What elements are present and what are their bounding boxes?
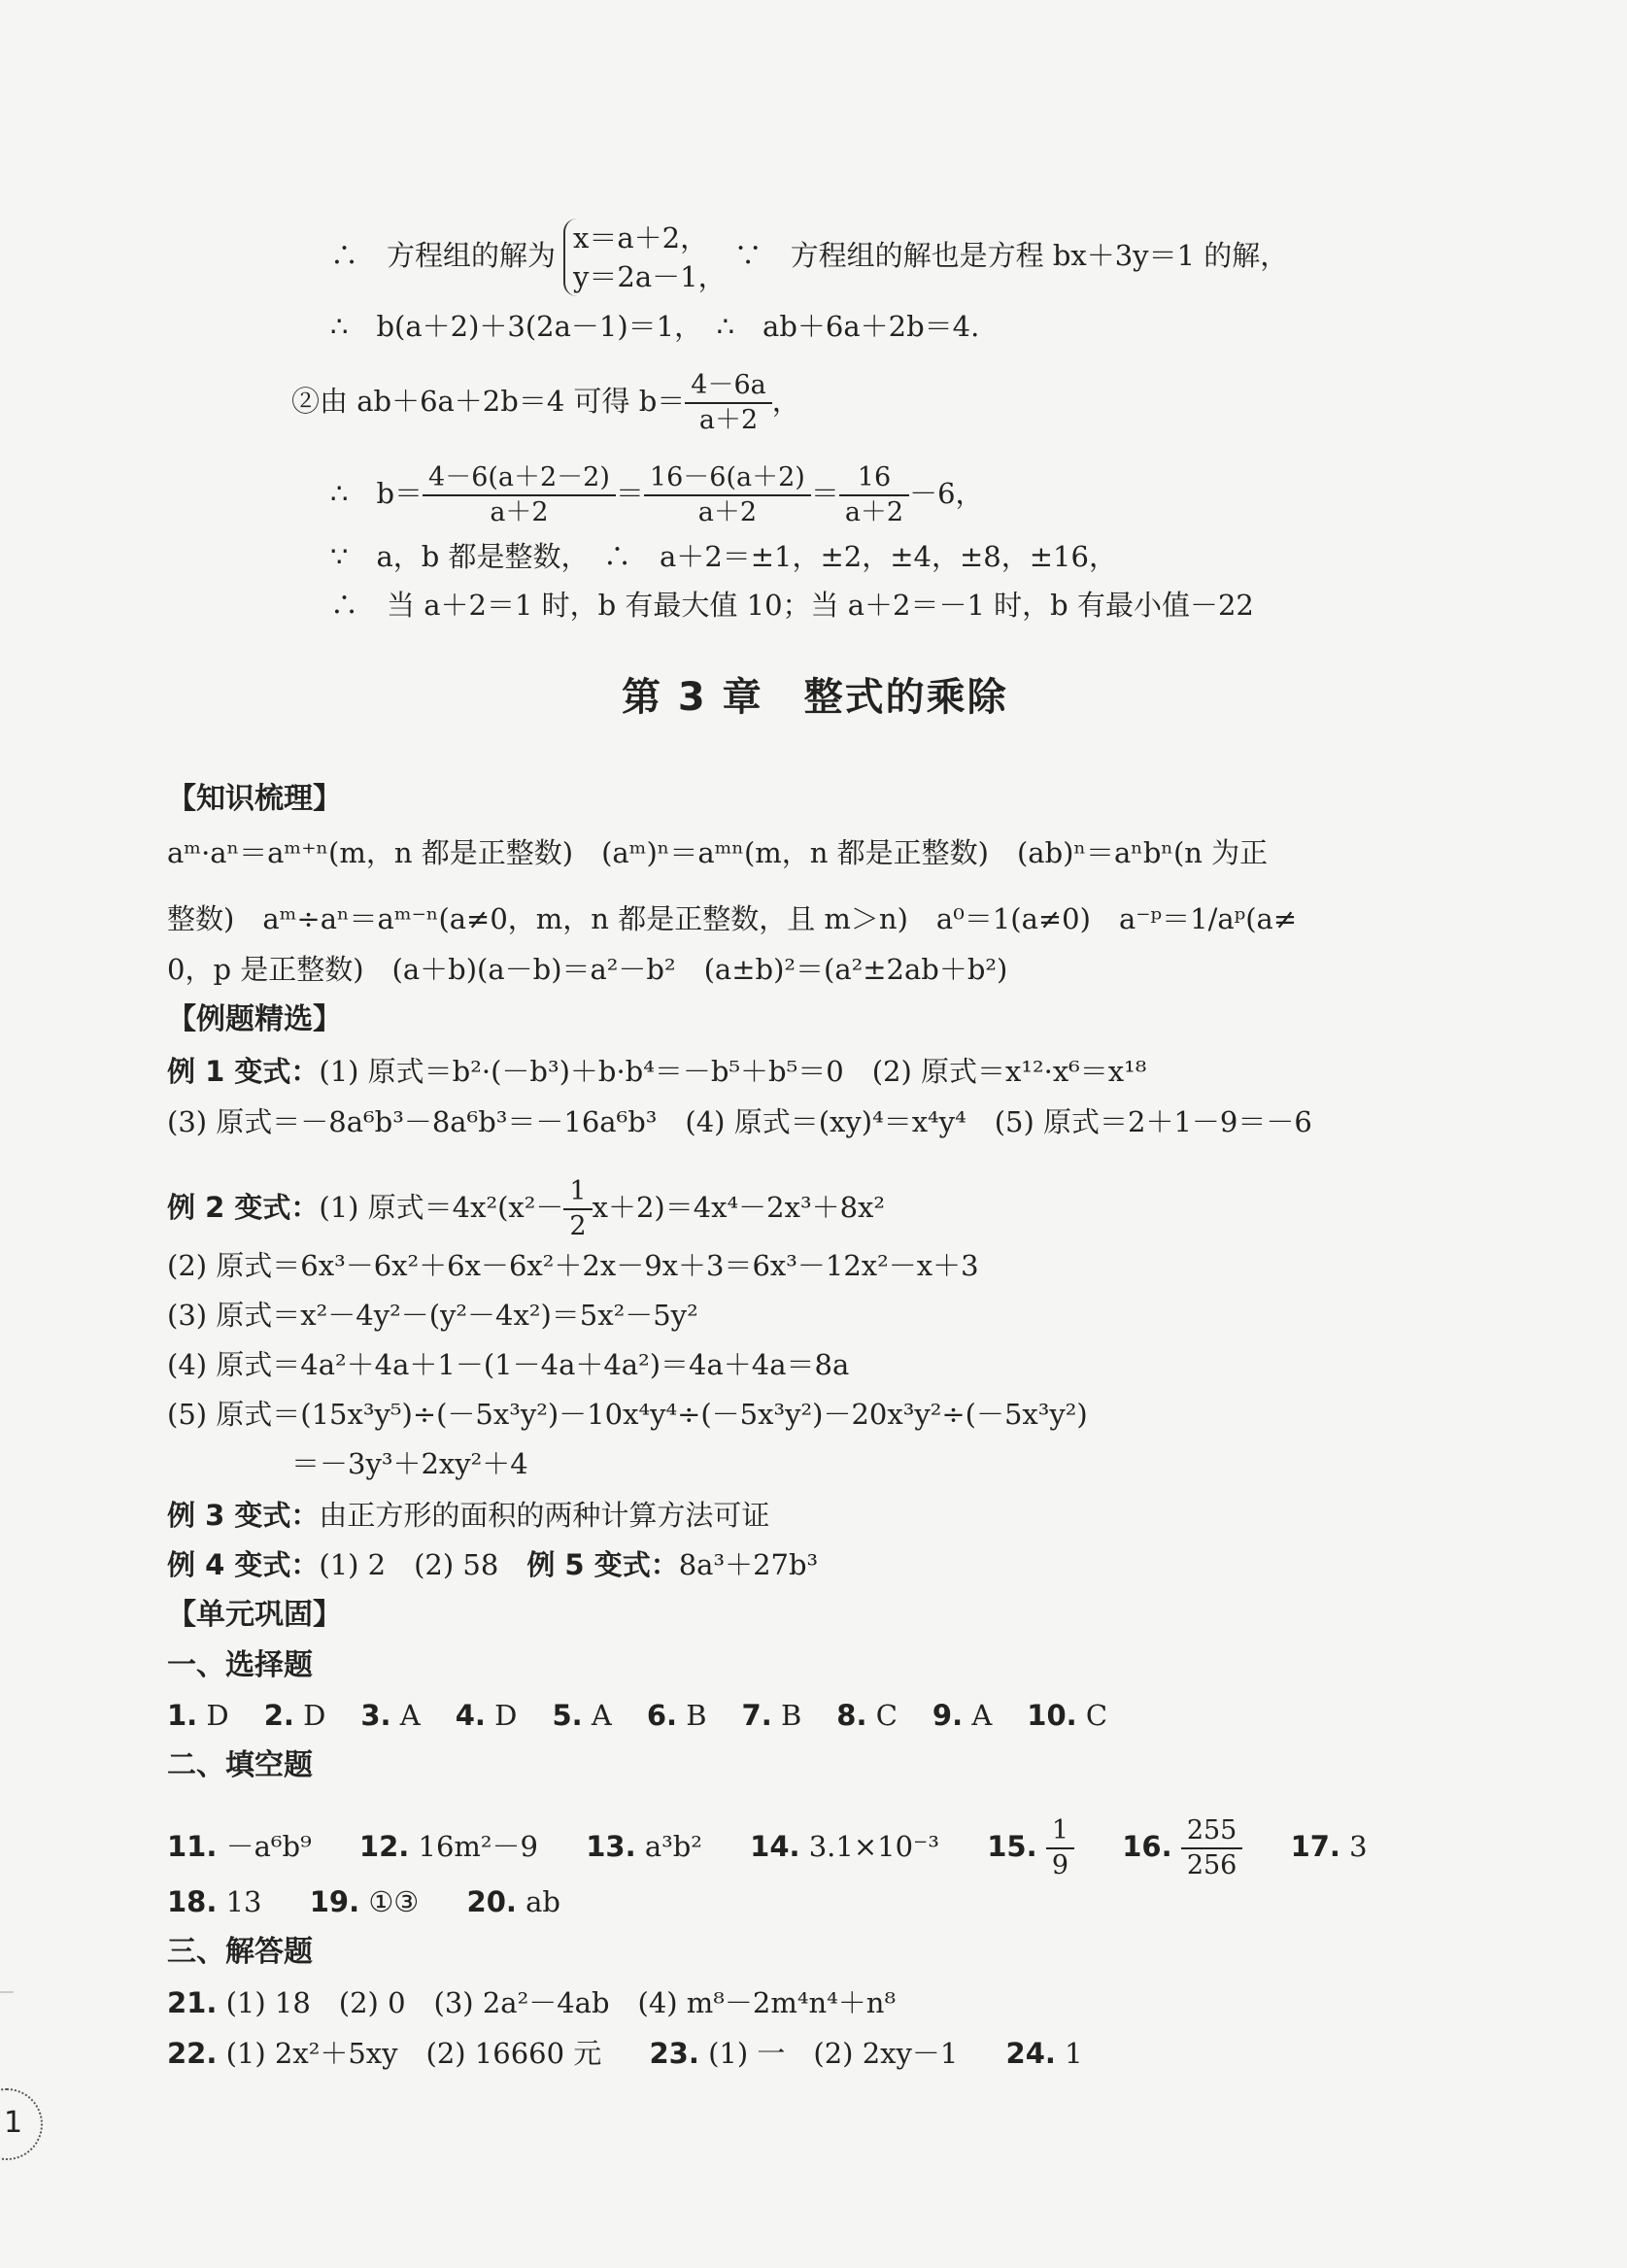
top-line-5: ∵ a，b 都是整数， ∴ a＋2＝±1，±2，±4，±8，±16， <box>330 540 1117 573</box>
choice-number: 8. <box>836 1699 867 1732</box>
example-1-line-2: (3) 原式＝－8a⁶b³－8a⁶b³＝－16a⁶b³ (4) 原式＝(xy)⁴＝x⁴y⁴ (5) 原式＝2＋1－9＝－6 <box>167 1105 1312 1138</box>
examples-heading: 【例题精选】 <box>167 1002 342 1036</box>
choice-answer: B <box>780 1699 802 1732</box>
choice-answer: D <box>494 1699 518 1732</box>
choice-number: 9. <box>932 1699 964 1732</box>
section-choice: 一、选择题 <box>167 1648 313 1682</box>
margin-mark <box>0 1991 14 1993</box>
top-line-4: ∴ b＝ $\frac{4-6(a+2-2)}{a+2}$ ＝ $\frac{16-6(a+2)}{a+2}$ ＝ $\frac{16}{a+2}$ －6， <box>330 462 984 527</box>
choice-number: 10. <box>1027 1699 1077 1732</box>
choice-number: 6. <box>646 1699 678 1732</box>
chapter-title: 第 3 章 整式的乘除 <box>622 675 1008 720</box>
example-2-line-5: (5) 原式＝(15x³y⁵)÷(－5x³y²)－10x⁴y⁴÷(－5x³y²)－20x³y²÷(－5x³y²) <box>167 1398 1088 1431</box>
choice-answers <box>167 1698 1142 1733</box>
choice-number: 4. <box>455 1699 486 1732</box>
choice-answer: A <box>591 1699 612 1732</box>
example-2-line-1: 例 2 变式：(1) 原式＝4x²(x²－ $\frac{1}{2}$ x＋2)＝4x⁴－2x³＋8x² <box>167 1176 886 1241</box>
answers-22-24: 22. (1) 2x²＋5xy (2) 16660 元 23. (1) 一 (2) 2xy－1 24. 1 <box>167 2037 1083 2070</box>
fill-answers-row-1: 11. －a⁶b⁹ 12. 16m²－9 13. a³b² 14. 3.1×10⁻³ 15. $\frac{1}{9}$ 16. $\frac{255}{256}$ 17. 3 <box>167 1815 1368 1880</box>
top-line-3: ②由 ab＋6a＋2b＝4 可得 b＝ $\frac{4-6a}{a+2}$ ， <box>291 370 800 435</box>
knowledge-line-2: 整数) aᵐ÷aⁿ＝aᵐ⁻ⁿ(a≠0，m，n 都是正整数，且 m＞n) a⁰＝1(a≠0) a⁻ᵖ＝1/aᵖ(a≠ <box>167 902 1298 935</box>
choice-answer: C <box>1085 1699 1108 1732</box>
fill-answers-row-2: 18. 13 19. ①③ 20. ab <box>167 1885 560 1918</box>
top-line-2: ∴ b(a＋2)＋3(2a－1)＝1， ∴ ab＋6a＋2b＝4. <box>330 310 980 343</box>
choice-answer: D <box>303 1699 326 1732</box>
answer-21: 21. (1) 18 (2) 0 (3) 2a²－4ab (4) m⁸－2m⁴n⁴＋n⁸ <box>167 1986 897 2019</box>
unit-heading: 【单元巩固】 <box>167 1598 342 1632</box>
choice-answer: A <box>399 1699 421 1732</box>
knowledge-line-1: aᵐ·aⁿ＝aᵐ⁺ⁿ(m，n 都是正整数) (aᵐ)ⁿ＝aᵐⁿ(m，n 都是正整数) (ab)ⁿ＝aⁿbⁿ(n 为正 <box>167 836 1269 869</box>
choice-answer: B <box>686 1699 707 1732</box>
section-fill: 二、填空题 <box>167 1748 313 1782</box>
choice-number: 5. <box>552 1699 583 1732</box>
top-line-6: ∴ 当 a＋2＝1 时，b 有最大值 10；当 a＋2＝－1 时，b 有最小值－22 <box>330 589 1254 622</box>
choice-number: 1. <box>167 1699 198 1732</box>
knowledge-line-3: 0，p 是正整数) (a＋b)(a－b)＝a²－b² (a±b)²＝(a²±2ab＋b²) <box>167 953 1008 986</box>
choice-answer: D <box>206 1699 229 1732</box>
page-number: 1 <box>4 2106 23 2140</box>
choice-answer: A <box>971 1699 993 1732</box>
example-2-line-2: (2) 原式＝6x³－6x²＋6x－6x²＋2x－9x＋3＝6x³－12x²－x＋3 <box>167 1249 979 1282</box>
top-line-1: ∴ 方程组的解为 x＝a＋2， y＝2a－1， ∵ 方程组的解也是方程 bx＋3y＝1 的解， <box>330 219 1288 296</box>
example-1-line-1: 例 1 变式：(1) 原式＝b²·(－b³)＋b·b⁴＝－b⁵＋b⁵＝0 (2) 原式＝x¹²·x⁶＝x¹⁸ <box>167 1055 1147 1088</box>
example-2-line-3: (3) 原式＝x²－4y²－(y²－4x²)＝5x²－5y² <box>167 1299 698 1332</box>
equation-system: x＝a＋2， y＝2a－1， <box>563 219 727 296</box>
knowledge-heading: 【知识梳理】 <box>167 782 342 816</box>
choice-number: 7. <box>741 1699 772 1732</box>
choice-number: 2. <box>263 1699 294 1732</box>
example-3: 例 3 变式：由正方形的面积的两种计算方法可证 <box>167 1499 770 1532</box>
example-2-line-6: ＝－3y³＋2xy²＋4 <box>291 1447 528 1480</box>
fraction: $\frac{4-6a}{a+2}$ <box>685 369 771 437</box>
choice-answer: C <box>875 1699 898 1732</box>
example-4-5: 例 4 变式：(1) 2 (2) 58 例 5 变式：8a³＋27b³ <box>167 1548 819 1581</box>
choice-number: 3. <box>360 1699 391 1732</box>
example-2-line-4: (4) 原式＝4a²＋4a＋1－(1－4a＋4a²)＝4a＋4a＝8a <box>167 1348 850 1381</box>
section-solve: 三、解答题 <box>167 1935 313 1969</box>
